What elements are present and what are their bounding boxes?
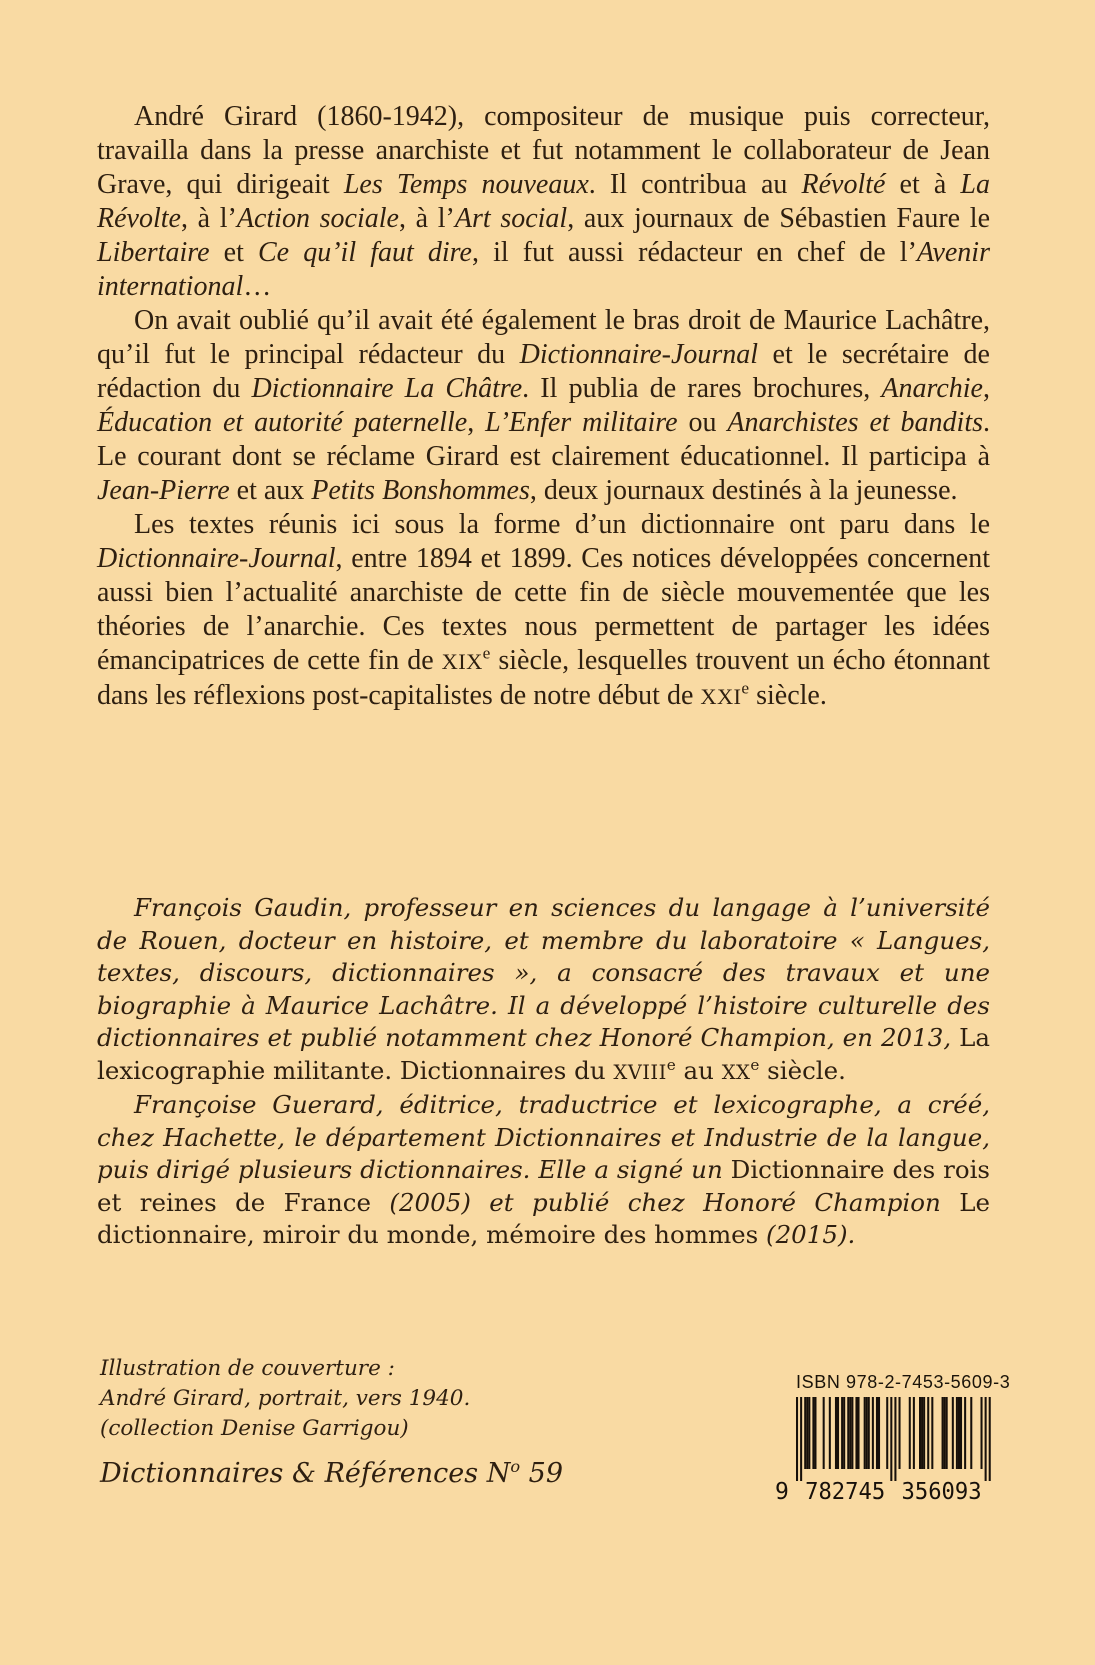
svg-text:9: 9 — [775, 1479, 789, 1503]
ean13-barcode — [772, 1395, 998, 1503]
credit-line: Illustration de couverture : — [100, 1356, 395, 1381]
svg-text:356093: 356093 — [901, 1479, 982, 1503]
series-number: 59 — [520, 1458, 564, 1489]
series-line — [100, 1458, 563, 1489]
series-number-ordinal: o — [510, 1457, 521, 1476]
author-bios — [97, 892, 990, 1252]
svg-text:782745: 782745 — [805, 1479, 886, 1503]
isbn-label: ISBN 978-2-7453-5609-3 — [796, 1372, 1011, 1392]
isbn-barcode-block — [772, 1372, 1011, 1503]
credit-line: André Girard, portrait, vers 1940. — [100, 1386, 471, 1411]
credit-line: (collection Denise Garrigou) — [100, 1416, 409, 1441]
series-name: Dictionnaires & Références N — [100, 1458, 511, 1489]
paragraph: François Gaudin, professeur en sciences du langage à l’université de Rouen, docteur en histoire, et membre du laboratoire « Langues, textes, discours, dictionnaires », a consacré des travaux et une biographie à Maurice Lachâtre. Il a développé l’histoire culturelle des dictionnaires et publié notamment chez Honoré Champion, en 2013, La lexicographie militante. Dictionnaires du XVIIIe au XXe siècle. — [97, 893, 990, 1085]
paragraph: Les textes réunis ici sous la forme d’un dictionnaire ont paru dans le Dictionnaire-Journal, entre 1894 et 1899. Ces notices développées concernent aussi bien l’actualité anarchiste de cette fin de siècle mouvementée que les théories de l’anarchie. Ces textes nous permettent de partager les idées émancipatrices de cette fin de XIXe siècle, lesquelles trouvent un écho étonnant dans les réflexions post-capitalistes de notre début de XXIe siècle. — [97, 509, 990, 711]
cover-illustration-credit — [100, 1354, 470, 1444]
paragraph: André Girard (1860-1942), compositeur de musique puis correcteur, travailla dans la presse anarchiste et fut notamment le collaborateur de Jean Grave, qui dirigeait Les Temps nouveaux. Il contribua au Révolté et à La Révolte, à l’Action sociale, à l’Art social, aux journaux de Sébastien Faure le Libertaire et Ce qu’il faut dire, il fut aussi rédacteur en chef de l’Avenir international… — [97, 101, 990, 302]
paragraph: On avait oublié qu’il avait été également le bras droit de Maurice Lachâtre, qu’il fut le principal rédacteur du Dictionnaire-Journal et le secrétaire de rédaction du Dictionnaire La Châtre. Il publia de rares brochures, Anarchie, Éducation et autorité paternelle, L’Enfer militaire ou Anarchistes et bandits. Le courant dont se réclame Girard est clairement éducationnel. Il participa à Jean-Pierre et aux Petits Bonshommes, deux journaux destinés à la jeunesse. — [97, 305, 991, 506]
synopsis-text — [97, 100, 990, 714]
paragraph: Françoise Guerard, éditrice, traductrice et lexicographe, a créé, chez Hachette, le département Dictionnaires et Industrie de la langue, puis dirigé plusieurs dictionnaires. Elle a signé un Dictionnaire des rois et reines de France (2005) et publié chez Honoré Champion Le dictionnaire, miroir du monde, mémoire des hommes (2015). — [97, 1090, 991, 1249]
